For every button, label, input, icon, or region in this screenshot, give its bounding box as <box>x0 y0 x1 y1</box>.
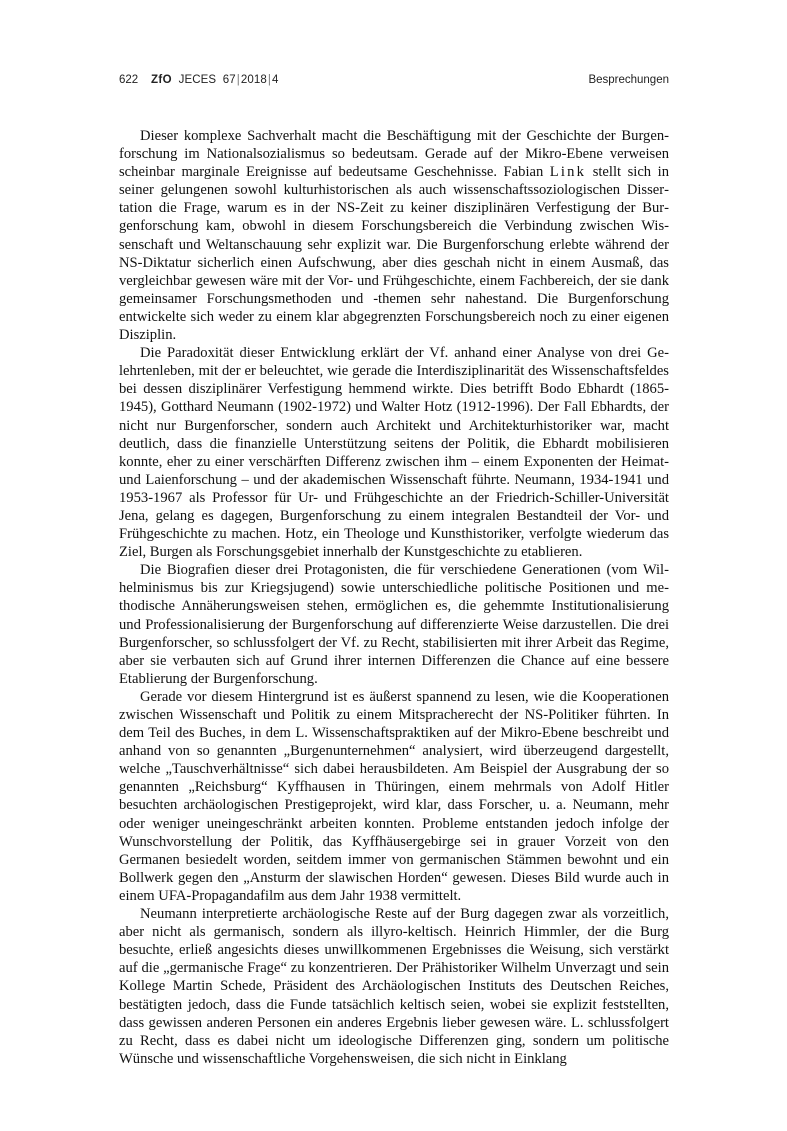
paragraph-5: Neumann interpretierte archäologische Reste auf der Burg dagegen zwar als vorzeitlich, aber nicht als germanisch, sondern als illyro-keltisch. Heinrich Himmler, der die Burg besuchte, erließ angesichts dieses unwillkommenen Ergebnisses die Weisung, sich verstärkt auf die „germanische Frage“ zu konzentrieren. Der Prähistoriker Wilhelm Unverzagt und sein Kollege Martin Schede, Präsident des Archäologischen Instituts des Deutschen Reiches, bestätigten jedoch, dass die Funde tatsächlich keltisch seien, wobei sie explizit feststellten, dass gewissen anderen Personen ein anderes Ergebnis lieber gewesen wäre. L. schlussfolgert zu Recht, dass es dabei nicht um ideologische Differenzen ging, sondern um politische Wünsche und wissenschaftliche Vorgehensweisen, die sich nicht in Einklang <box>119 906 669 1067</box>
paragraph-1-text-end: stellt sich in seiner gelungenen sowohl kulturhistorischen als auch wissenschaftssoziologischen Dissertation die Frage, warum es in der NS-Zeit zu keiner disziplinären Verfestigung der Burgenforschung kam, obwohl in diesem Forschungsbereich die Verbindung zwischen Wissenschaft und Weltanschauung sehr explizit war. Die Burgenforschung erlebte während der NS-Diktatur sicherlich einen Aufschwung, aber dies geschah nicht in einem Ausmaß, das vergleichbar gewesen wäre mit der Vor- und Frühgeschichte, einem Fachbereich, der sie dank gemeinsamer Forschungsmethoden und -themen sehr nahestand. Die Burgenforschung entwickelte sich weder zu einem klar abgegrenzten Forschungsbereich noch zu einer eigenen Disziplin. <box>119 164 669 344</box>
review-body <box>119 127 669 1068</box>
journal-name: JECES <box>178 74 217 86</box>
paragraph-4: Gerade vor diesem Hintergrund ist es äußerst spannend zu lesen, wie die Kooperationen zwischen Wissenschaft und Politik zu einem Mitspracherecht der NS-Politiker führten. In dem Teil des Buches, in dem L. Wissenschaftspraktiken auf der Mikro-Ebene beschreibt und anhand von so genannten „Burgenunternehmen“ analysiert, wird überzeugend dargestellt, welche „Tauschverhältnisse“ sich dabei herausbildeten. Am Beispiel der Ausgrabung der so genannten „Reichsburg“ Kyffhausen in Thüringen, einem mehrmals von Adolf Hitler besuchten archäologischen Prestigeprojekt, wird klar, dass Forscher, u. a. Neumann, mehr oder weniger uneingeschränkt arbeiten konnten. Probleme entstanden jedoch infolge der Wunschvorstellung der Politik, das Kyffhäusergebirge sei in grauer Vorzeit von den Germanen besiedelt worden, seitdem immer von germanischen Stämmen bewohnt und ein Bollwerk gegen den „Ansturm der slawischen Horden“ gewesen. Dieses Bild wurde auch in einem UFA-Propagandafilm aus dem Jahr 1938 vermittelt. <box>119 688 669 904</box>
page-number: 622 <box>119 74 139 86</box>
paragraph-1 <box>119 127 669 344</box>
journal-volume: 67 <box>222 74 236 86</box>
running-header <box>119 74 669 90</box>
journal-reference: ZfO JECES 67|2018|4 <box>151 74 279 86</box>
paragraph-3: Die Biografien dieser drei Protagonisten, die für verschiedene Generationen (vom Wilhelminismus bis zur Kriegsjugend) sowie unterschiedliche politische Positionen und methodische Annäherungsweisen stehen, ermöglichen es, die gehemmte Institutionalisierung und Professionalisierung der Burgenforschung auf differenzierte Weise darzustellen. Die drei Burgenforscher, so schlussfolgert der Vf. zu Recht, stabilisierten mit ihrer Arbeit das Regime, aber sie verbauten sich auf Grund ihrer internen Differenzen die Chance auf eine bessere Etablierung der Burgenforschung. <box>119 562 669 687</box>
journal-abbreviation: ZfO <box>151 74 172 86</box>
journal-issue: 4 <box>271 74 279 86</box>
paragraph-2: Die Paradoxität dieser Entwicklung erklärt der Vf. anhand einer Analyse von drei Gelehrtenleben, mit der er beleuchtet, wie gerade die Interdisziplinarität des Wissenschaftsfeldes bei dessen disziplinärer Verfestigung hemmend wirkte. Dies betrifft Bodo Ebhardt (1865-1945), Gotthard Neumann (1902-1972) und Walter Hotz (1912-1996). Der Fall Ebhardts, der nicht nur Burgenforscher, sondern auch Architekt und Architekturhistoriker war, macht deutlich, dass die finanzielle Unterstützung seitens der Politik, die Ebhardt mobilisieren konnte, eher zu einer verschärften Differenz zwischen ihm – einem Exponenten der Heimat- und Laienforschung – und der akademischen Wissenschaft führte. Neumann, 1934-1941 und 1953-1967 als Professor für Ur- und Frühgeschichte an der Friedrich-Schiller-Universität Jena, gelang es dagegen, Burgenforschung zu einem integralen Bestandteil der Vor- und Frühgeschichte zu machen. Hotz, ein Theologe und Kunsthistoriker, verfolgte wiederum das Ziel, Burgen als Forschungsgebiet innerhalb der Kunstgeschichte zu etablieren. <box>119 345 669 561</box>
paragraph-1-text-start: Dieser komplexe Sachverhalt macht die Beschäftigung mit der Geschichte der Burgenforschung im Nationalsozialismus so bedeutsam. Gerade auf der Mikro-Ebene verweisen scheinbar marginale Ereignisse auf bedeutsame Geschehnisse. Fabian <box>119 128 669 181</box>
journal-year: 2018 <box>240 74 267 86</box>
author-name: Link <box>549 164 587 181</box>
section-title: Besprechungen <box>588 74 669 86</box>
